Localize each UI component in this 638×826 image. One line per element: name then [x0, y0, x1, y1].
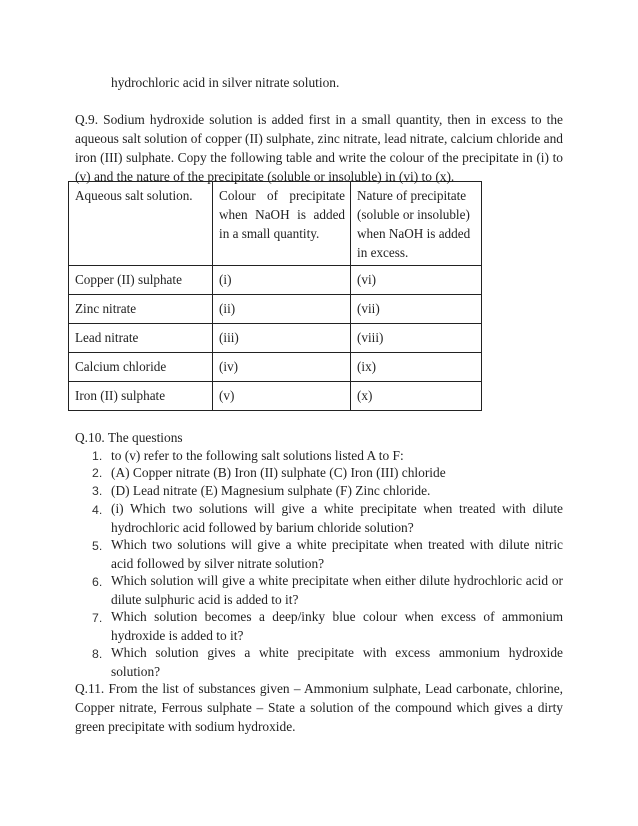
list-number: 6.	[92, 575, 103, 589]
table-header-cell: Colour of precipitate when NaOH is added in a small quantity.	[213, 182, 351, 266]
list-number: 7.	[92, 611, 103, 625]
table-header-cell: Aqueous salt solution.	[69, 182, 213, 266]
continued-line: hydrochloric acid in silver nitrate solution.	[111, 75, 340, 90]
table-cell: (v)	[213, 382, 351, 411]
list-number: 5.	[92, 539, 103, 553]
list-number: 4.	[92, 503, 103, 517]
list-item: Which solution gives a white precipitate with excess ammonium hydroxide solution?	[111, 645, 563, 679]
table-cell: (vi)	[351, 266, 482, 295]
table-cell: (x)	[351, 382, 482, 411]
list-item: Which solution becomes a deep/inky blue colour when excess of ammonium hydroxide is added to it?	[111, 609, 563, 643]
list-item: (D) Lead nitrate (E) Magnesium sulphate (F) Zinc chloride.	[111, 483, 431, 498]
list-number: 3.	[92, 484, 103, 498]
table-cell: (ix)	[351, 353, 482, 382]
list-item: Which two solutions will give a white precipitate when treated with dilute nitric acid followed by silver nitrate solution?	[111, 537, 563, 571]
table-cell: Calcium chloride	[69, 353, 213, 382]
question-11-text: Q.11. From the list of substances given – Ammonium sulphate, Lead carbonate, chlorine, Copper nitrate, Ferrous sulphate – State a solution of the compound which gives a dirty green precipitate with sodium hydroxide.	[75, 681, 563, 734]
table-cell: (i)	[213, 266, 351, 295]
list-item: (i) Which two solutions will give a white precipitate when treated with dilute hydrochloric acid followed by barium chloride solution?	[111, 501, 563, 535]
table-row	[69, 324, 482, 353]
table-cell: (iv)	[213, 353, 351, 382]
table-cell: Zinc nitrate	[69, 295, 213, 324]
table-cell: (ii)	[213, 295, 351, 324]
list-number: 2.	[92, 466, 103, 480]
table-header-row	[69, 182, 482, 266]
list-number: 8.	[92, 647, 103, 661]
table-cell: (viii)	[351, 324, 482, 353]
table-cell: Iron (II) sulphate	[69, 382, 213, 411]
table-row	[69, 353, 482, 382]
precipitate-table	[68, 181, 482, 411]
table-header-cell: Nature of precipitate (soluble or insoluble) when NaOH is added in excess.	[351, 182, 482, 266]
table-row	[69, 382, 482, 411]
table-row	[69, 295, 482, 324]
list-number: 1.	[92, 449, 103, 463]
table-cell: (iii)	[213, 324, 351, 353]
table-cell: Lead nitrate	[69, 324, 213, 353]
list-item: (A) Copper nitrate (B) Iron (II) sulphate (C) Iron (III) chloride	[111, 465, 446, 480]
question-10-title: Q.10. The questions	[75, 430, 183, 445]
question-9-text: Q.9. Sodium hydroxide solution is added first in a small quantity, then in excess to the aqueous salt solution of copper (II) sulphate, zinc nitrate, lead nitrate, calcium chloride and iron (III) sulphate. Copy the following table and write the colour of the precipitate in (i) to (v) and the nature of the precipitate (soluble or insoluble) in (vi) to (x).	[75, 112, 563, 184]
list-item: to (v) refer to the following salt solutions listed A to F:	[111, 448, 404, 463]
table-cell: Copper (II) sulphate	[69, 266, 213, 295]
table-row	[69, 266, 482, 295]
list-item: Which solution will give a white precipitate when either dilute hydrochloric acid or dilute sulphuric acid is added to it?	[111, 573, 563, 607]
table-cell: (vii)	[351, 295, 482, 324]
